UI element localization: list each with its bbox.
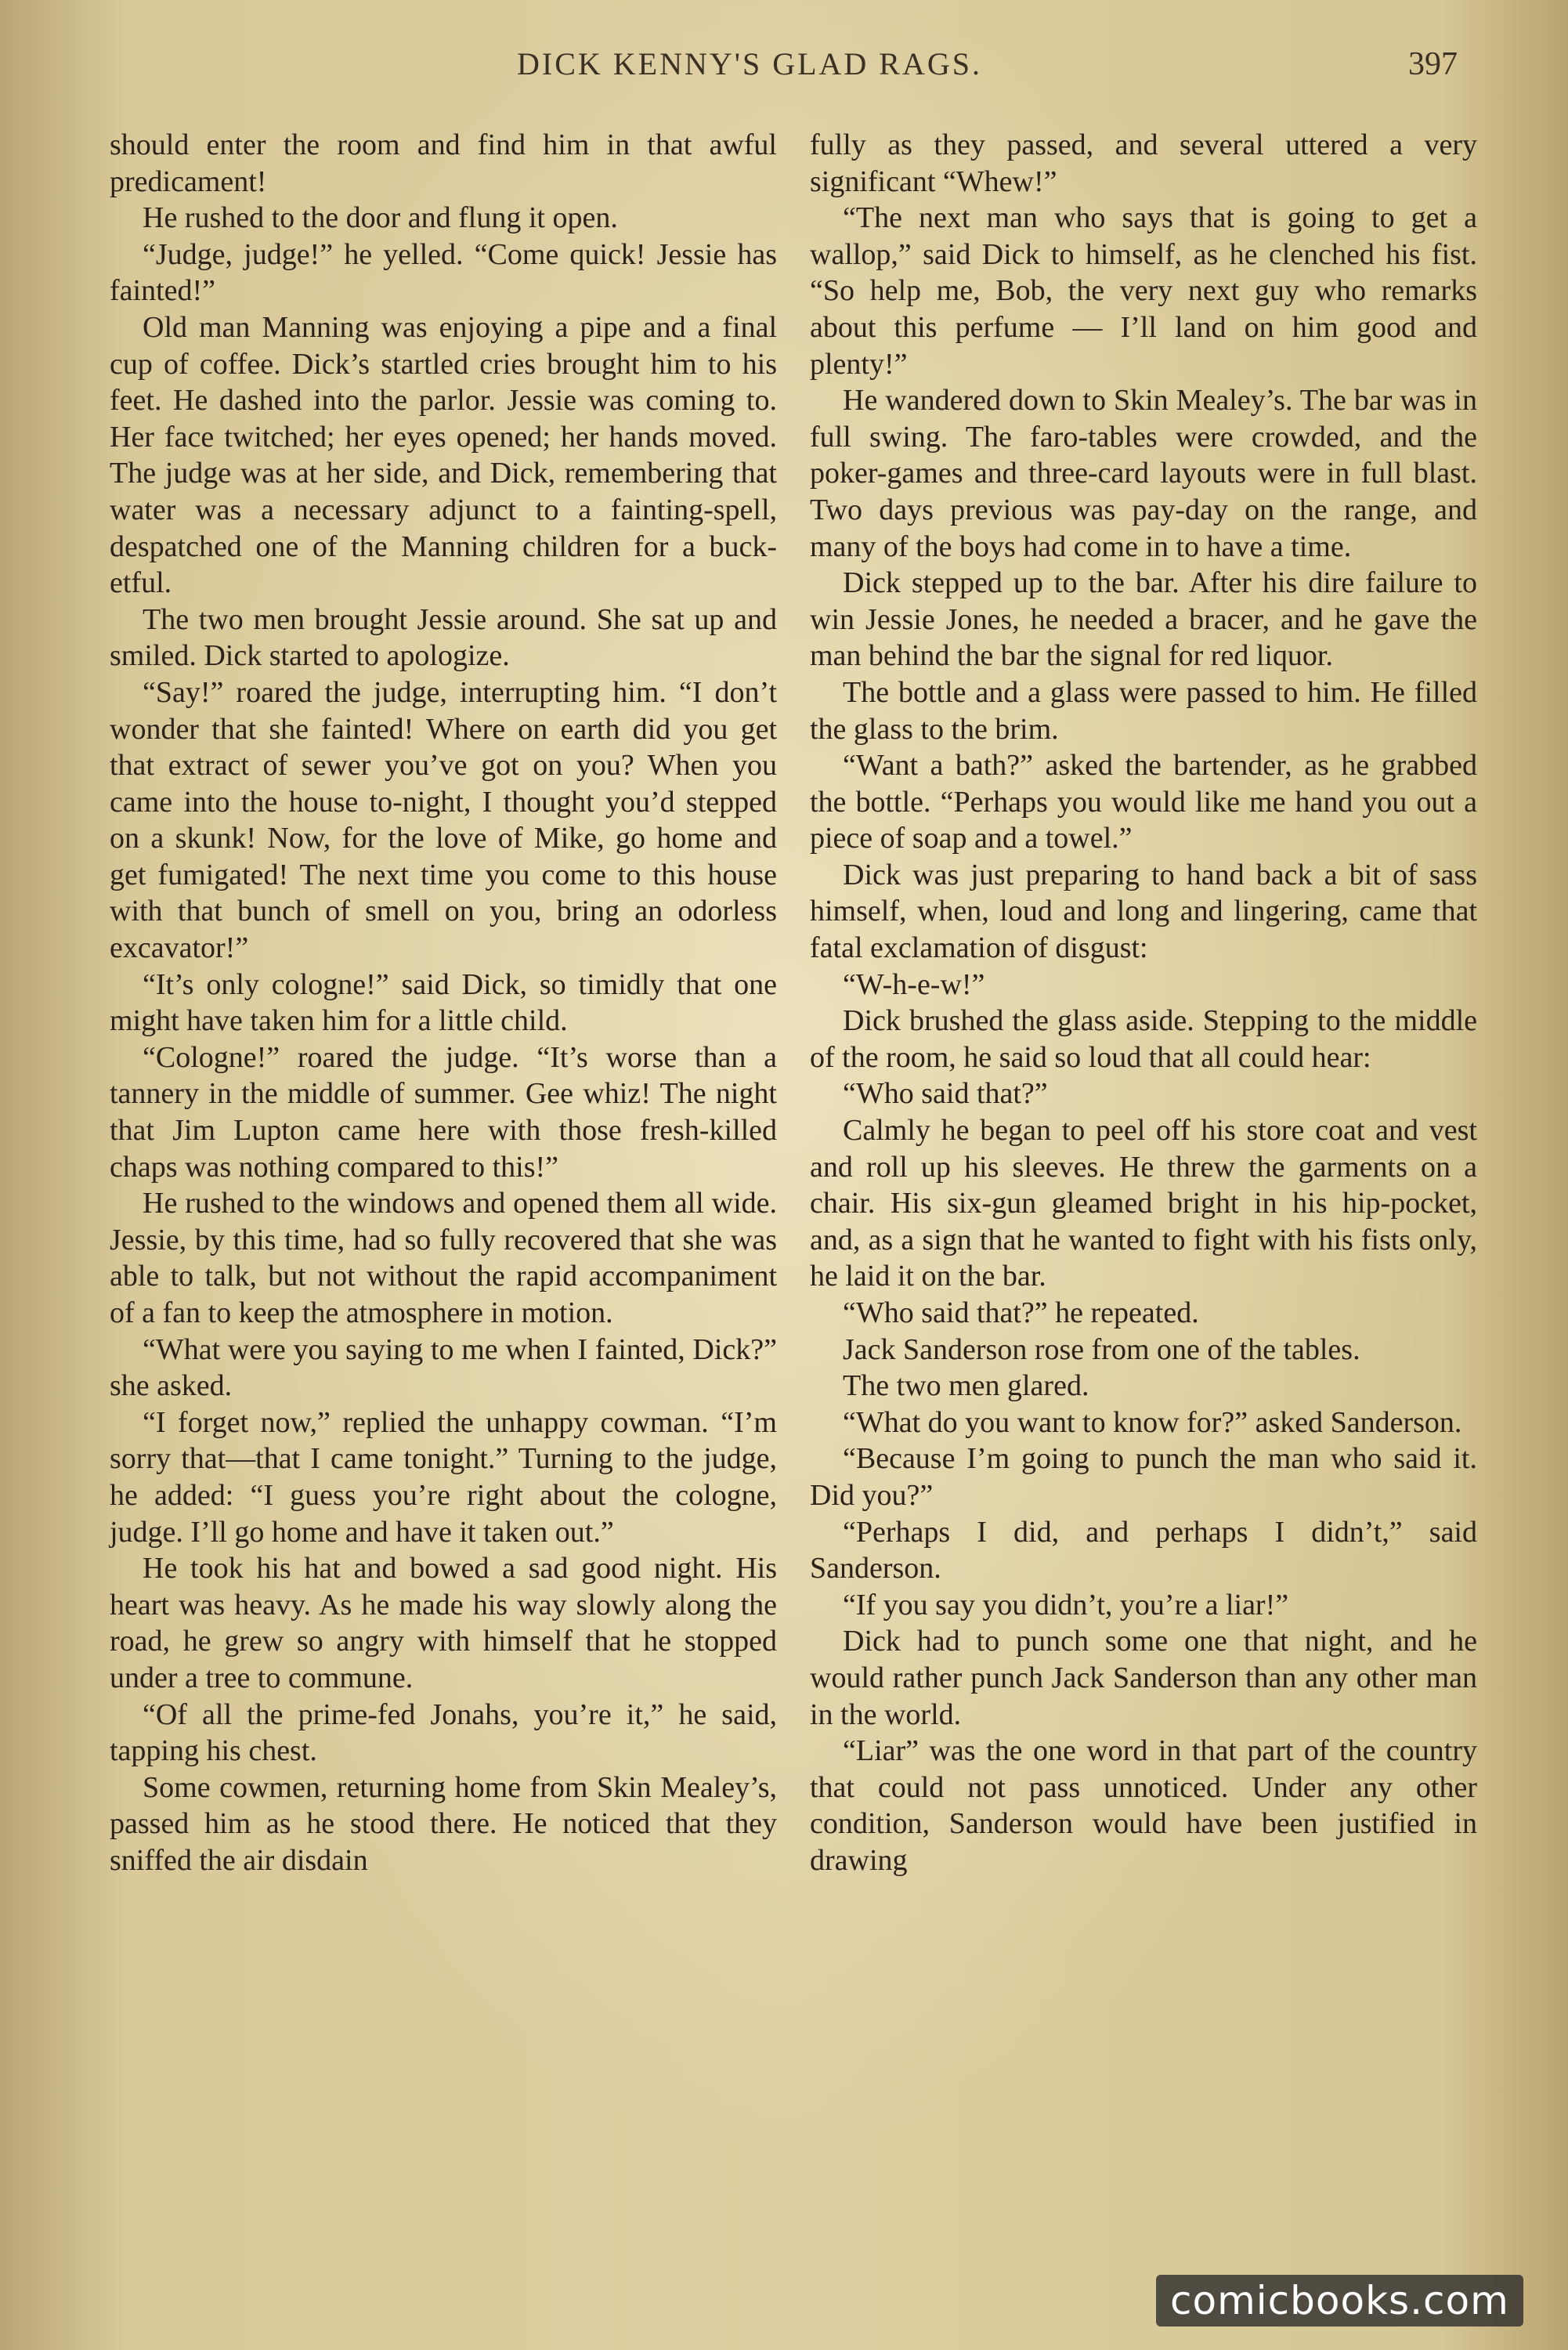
paragraph: “Of all the prime-fed Jonahs, you’re it,” he said, tapping his chest. (110, 1697, 777, 1768)
paragraph: He took his hat and bowed a sad good night. His heart was heavy. As he made his way slowly along the road, he grew so angry with himself that he stopped under a tree to commune. (110, 1552, 777, 1694)
paragraph: The two men glared. (843, 1369, 1089, 1403)
paragraph: “Who said that?” (843, 1077, 1048, 1111)
paragraph: Dick had to punch some one that night, and he would rather punch Jack Sanderson than any other man in the world. (810, 1625, 1477, 1731)
paragraph: “Because I’m going to punch the man who said it. Did you?” (810, 1442, 1477, 1512)
right-column (810, 127, 1477, 1879)
paragraph: The bottle and a glass were passed to him. He filled the glass to the brim. (810, 675, 1477, 746)
paragraph: He rushed to the windows and opened them all wide. Jessie, by this time, had so fully recovered that she was able to talk, but not without the rapid accompaniment of a fan to keep the atmosphere in motion. (110, 1187, 777, 1329)
paragraph: “What were you saying to me when I fainted, Dick?” she asked. (110, 1332, 777, 1403)
paragraph: He rushed to the door and flung it open. (143, 201, 618, 235)
paragraph: Dick was just preparing to hand back a bit of sass himself, when, loud and long and lingering, came that fatal exclamation of disgust: (810, 858, 1477, 965)
paragraph: Calmly he began to peel off his store coat and vest and roll up his sleeves. He threw the garments on a chair. His six-gun gleamed bright in his hip-pocket, and, as a sign that he wanted to fight with his fists only, he laid it on the bar. (810, 1114, 1477, 1293)
running-title: DICK KENNY'S GLAD RAGS. (517, 46, 982, 81)
watermark-logo: comicbooks.com (1156, 2275, 1523, 2326)
paragraph: Dick brushed the glass aside. Stepping to the middle of the room, he said so loud that all could hear: (810, 1004, 1477, 1074)
paragraph: The two men brought Jessie around. She sat up and smiled. Dick started to apologize. (110, 602, 777, 673)
paragraph: Jack Sanderson rose from one of the tables. (843, 1332, 1360, 1366)
paragraph: Old man Manning was enjoying a pipe and a final cup of coffee. Dick’s startled cries brought him to his feet. He dashed into the parlor. Jessie was coming to. Her face twitched; her eyes opened; her hands moved. The judge was at her side, and Dick, remembering that water was a necessary adjunct to a fainting-spell, despatched one of the Manning children for a bucketful. (110, 310, 777, 600)
paragraph: “Judge, judge!” he yelled. “Come quick! Jessie has fainted!” (110, 237, 777, 308)
paragraph: “Who said that?” he repeated. (843, 1296, 1199, 1329)
paragraph: “What do you want to know for?” asked Sanderson. (843, 1405, 1462, 1439)
paragraph: “I forget now,” replied the unhappy cowman. “I’m sorry that—that I came tonight.” Turning to the judge, he added: “I guess you’re right about the cologne, judge. I’ll go home and have it taken out.” (110, 1405, 777, 1549)
left-column (110, 127, 777, 1879)
paragraph: “W-h-e-w!” (843, 967, 985, 1001)
paragraph: “Cologne!” roared the judge. “It’s worse than a tannery in the middle of summer. Gee whiz! The night that Jim Lupton came here with those fresh-killed chaps was nothing compared to this!” (110, 1040, 777, 1184)
paragraph: should enter the room and find him in that awful predicament! (110, 128, 777, 198)
paragraph: “If you say you didn’t, you’re a liar!” (843, 1588, 1289, 1622)
paragraph: Some cowmen, returning home from Skin Mealey’s, passed him as he stood there. He noticed that they sniffed the air disdain (110, 1770, 777, 1877)
paragraph: “Want a bath?” asked the bartender, as he grabbed the bottle. “Perhaps you would like me hand you out a piece of soap and a towel.” (810, 749, 1477, 855)
paragraph: “Say!” roared the judge, interrupting him. “I don’t wonder that she fainted! Where on earth did you get that extract of sewer you’ve got on you? When you came into the house to-night, I thought you’d stepped on a skunk! Now, for the love of Mike, go home and get fumigated! The next time you come to this house with that bunch of smell on you, bring an odorless excavator!” (110, 675, 777, 965)
paragraph: “The next man who says that is going to get a wallop,” said Dick to himself, as he clenched his fist. “So help me, Bob, the very next guy who remarks about this perfume — I’ll land on him good and plenty!” (810, 201, 1477, 381)
paragraph: “Liar” was the one word in that part of the country that could not pass unnoticed. Under any other condition, Sanderson would have been justified in drawing (810, 1734, 1477, 1877)
paragraph: “It’s only cologne!” said Dick, so timidly that one might have taken him for a little child. (110, 967, 777, 1038)
paragraph: Dick stepped up to the bar. After his dire failure to win Jessie Jones, he needed a bracer, and he gave the man behind the bar the signal for red liquor. (810, 566, 1477, 673)
paragraph: He wandered down to Skin Mealey’s. The bar was in full swing. The faro-tables were crowded, and the poker-games and three-card layouts were in full blast. Two days previous was pay-day on the range, and many of the boys had come in to have a time. (810, 384, 1477, 563)
paragraph: fully as they passed, and several uttered a very significant “Whew!” (810, 128, 1477, 198)
page-header (0, 45, 1568, 92)
page-number: 397 (1408, 46, 1458, 82)
paragraph: “Perhaps I did, and perhaps I didn’t,” said Sanderson. (810, 1515, 1477, 1585)
